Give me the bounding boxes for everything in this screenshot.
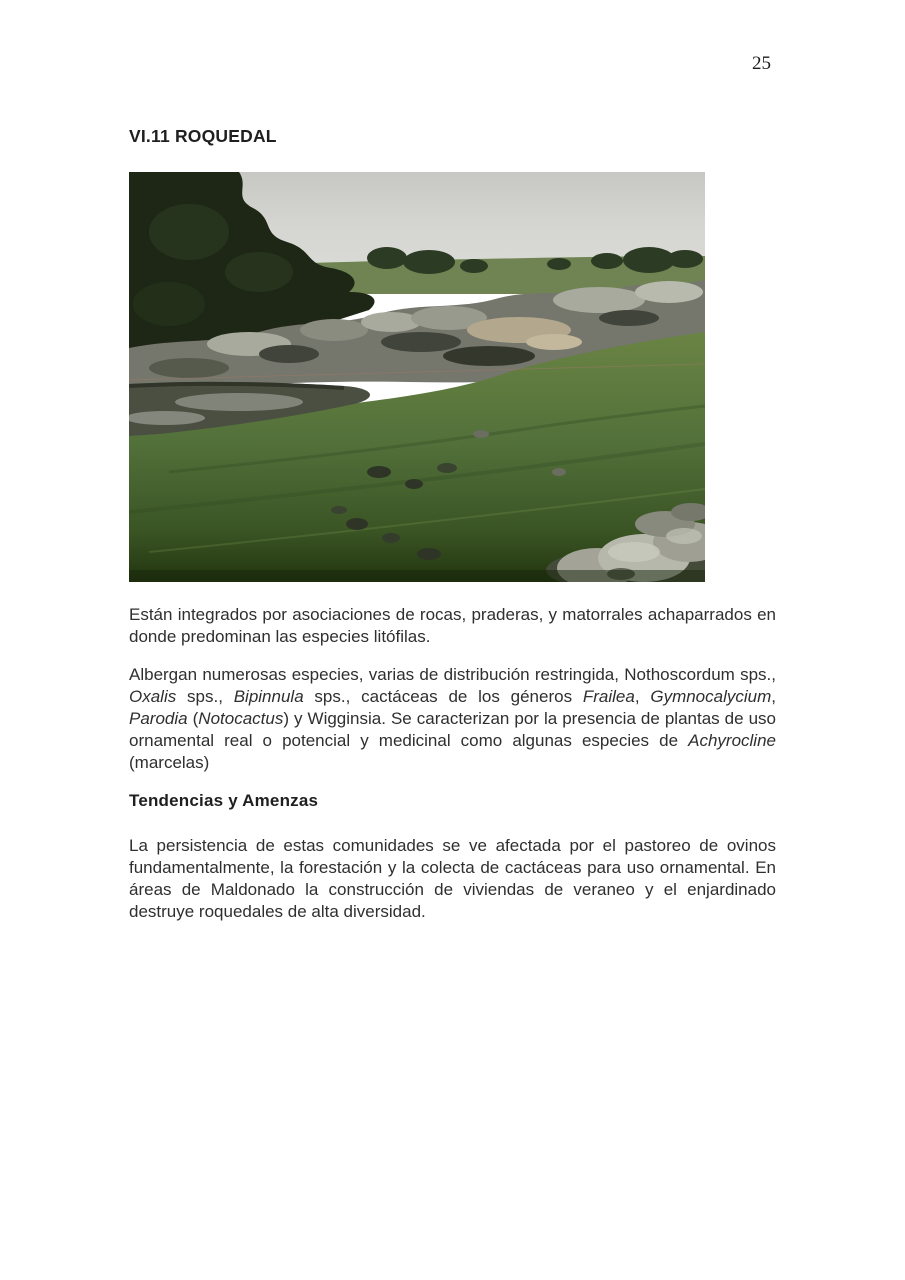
roquedal-photo xyxy=(129,172,705,582)
landscape-photo-illustration xyxy=(129,172,705,582)
paragraph-intro: Están integrados por asociaciones de rocas, praderas, y matorrales achaparrados en donde predominan las especies litófilas. xyxy=(129,605,776,646)
paragraph-threats: La persistencia de estas comunidades se ve afectada por el pastoreo de ovinos fundamentalmente, la forestación y la colecta de cactáceas para uso ornamental. En áreas de Maldonado la construcción de viviendas de veraneo y el enjardinado destruye roquedales de alta diversidad. xyxy=(129,836,776,921)
paragraph-species: Albergan numerosas especies, varias de distribución restringida, Nothoscordum sps., Oxalis sps., Bipinnula sps., cactáceas de los géneros Frailea, Gymnocalycium, Parodia (Notocactus) y Wigginsia. Se caracterizan por la presencia de plantas de uso ornamental real o potencial y medicinal como algunas especies de Achyrocline (marcelas) xyxy=(129,665,777,772)
page-number: 25 xyxy=(752,53,771,74)
section-heading: VI.11 ROQUEDAL xyxy=(129,126,277,146)
subsection-heading: Tendencias y Amenzas xyxy=(129,791,319,810)
photo-bottom-shadow xyxy=(129,570,705,582)
